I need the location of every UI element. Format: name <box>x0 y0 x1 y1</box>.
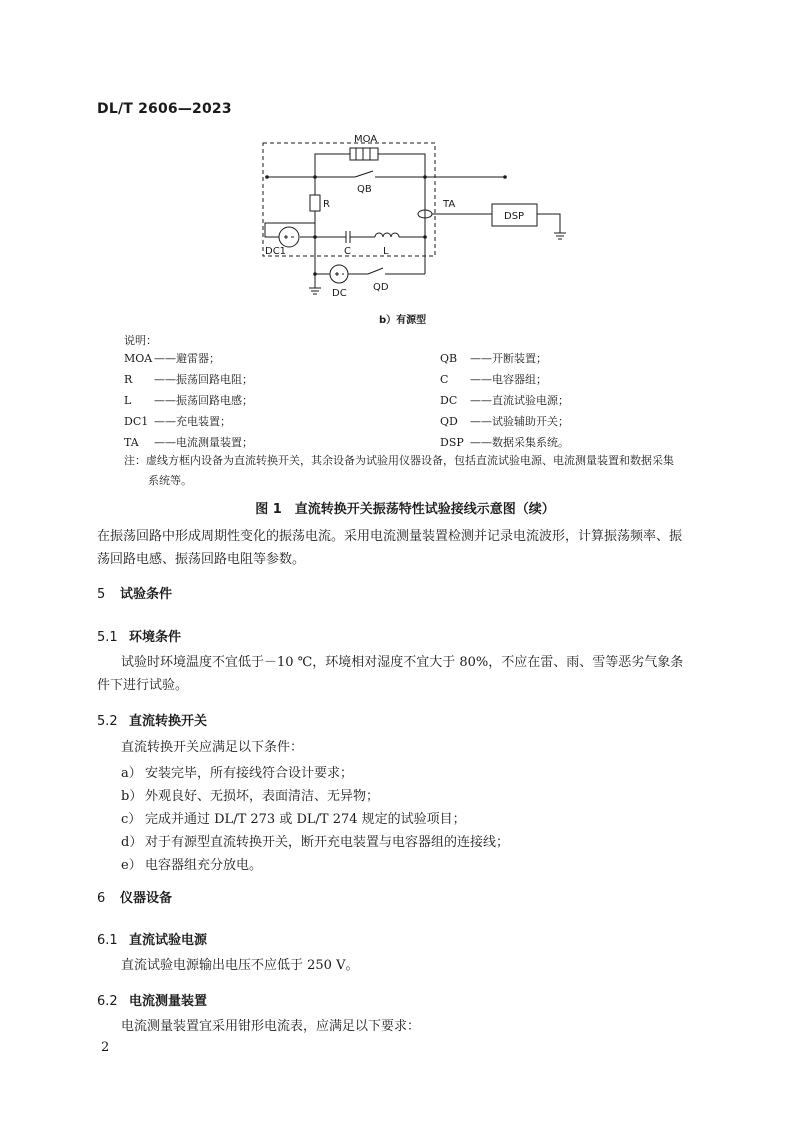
inductor-l-symbol <box>375 233 399 237</box>
section-6-1-text: 直流试验电源输出电压不应低于 250 V。 <box>121 958 359 973</box>
resistor-r-symbol <box>310 195 320 211</box>
legend-item: DC ——直流试验电源； <box>440 394 569 407</box>
document-code: DL/T 2606—2023 <box>97 101 232 117</box>
label-r: R <box>323 199 330 210</box>
section-heading-6: 6 仪器设备 <box>97 891 173 906</box>
legend-item: R ——振荡回路电阻； <box>124 373 253 386</box>
converter-boundary-box <box>263 143 435 256</box>
list-item: c） 完成并通过 DL/T 273 或 DL/T 274 规定的试验项目； <box>121 812 466 827</box>
legend-item: MOA ——避雷器； <box>124 352 220 365</box>
section-5-2-intro: 直流转换开关应满足以下条件： <box>121 740 304 755</box>
label-l: L <box>383 246 389 257</box>
diagram-caption: b）有源型 <box>379 315 427 326</box>
list-item: d） 对于有源型直流转换开关，断开充电装置与电容器组的连接线； <box>121 835 510 850</box>
label-dc: DC <box>332 288 347 299</box>
section-heading-5-1: 5.1 环境条件 <box>97 630 182 645</box>
label-dc1: DC1 <box>265 246 287 257</box>
section-6-2-text: 电流测量装置宜采用钳形电流表，应满足以下要求： <box>121 1019 421 1034</box>
legend-item: TA ——电流测量装置； <box>124 436 253 449</box>
legend-item: QD ——试验辅助开关； <box>440 415 569 428</box>
label-dsp: DSP <box>504 211 525 222</box>
label-qd: QD <box>373 282 389 293</box>
legend-item: C ——电容器组； <box>440 373 547 386</box>
list-item: a） 安装完毕，所有接线符合设计要求； <box>121 766 354 781</box>
qb-switch-symbol <box>355 171 373 177</box>
figure-note-line2: 系统等。 <box>148 474 192 487</box>
legend-item: DSP ——数据采集系统。 <box>440 436 569 449</box>
label-ta: TA <box>443 199 456 210</box>
qd-switch-symbol <box>368 268 383 274</box>
dc1-symbol <box>279 227 299 247</box>
section-5-1-text-line1: 试验时环境温度不宜低于－10 ℃，环境相对湿度不宜大于 80%，不应在雷、雨、雪等恶劣气象条 <box>121 655 684 670</box>
legend-item: L ——振荡回路电感； <box>124 394 253 407</box>
paragraph-intro-line2: 荡回路电感、振荡回路电阻等参数。 <box>97 552 306 567</box>
moa-symbol <box>350 148 378 160</box>
section-heading-5-2: 5.2 直流转换开关 <box>97 714 208 729</box>
label-moa: MOA <box>354 134 378 145</box>
section-heading-5: 5 试验条件 <box>97 587 173 602</box>
paragraph-intro-line1: 在振荡回路中形成周期性变化的振荡电流。采用电流测量装置检测并记录电流波形，计算振荡频率、振 <box>97 529 683 544</box>
label-qb: QB <box>357 184 372 195</box>
legend-item: DC1 ——充电装置； <box>124 415 231 428</box>
legend-title: 说明： <box>124 334 157 347</box>
circuit-diagram <box>255 120 575 305</box>
section-5-1-text-line2: 件下进行试验。 <box>97 678 189 693</box>
section-heading-6-2: 6.2 电流测量装置 <box>97 994 208 1009</box>
figure-title: 图 1 直流转换开关振荡特性试验接线示意图（续） <box>255 502 555 517</box>
page-number: 2 <box>101 1040 110 1055</box>
list-item: b） 外观良好、无损坏，表面清洁、无异物； <box>121 789 380 804</box>
figure-note-line1: 注：虚线方框内设备为直流转换开关，其余设备为试验用仪器设备，包括直流试验电源、电流测量装置和数据采集 <box>124 454 674 467</box>
list-item: e） 电容器组充分放电。 <box>121 858 263 873</box>
label-c: C <box>344 246 351 257</box>
section-heading-6-1: 6.1 直流试验电源 <box>97 933 208 948</box>
legend-item: QB ——开断装置； <box>440 352 547 365</box>
